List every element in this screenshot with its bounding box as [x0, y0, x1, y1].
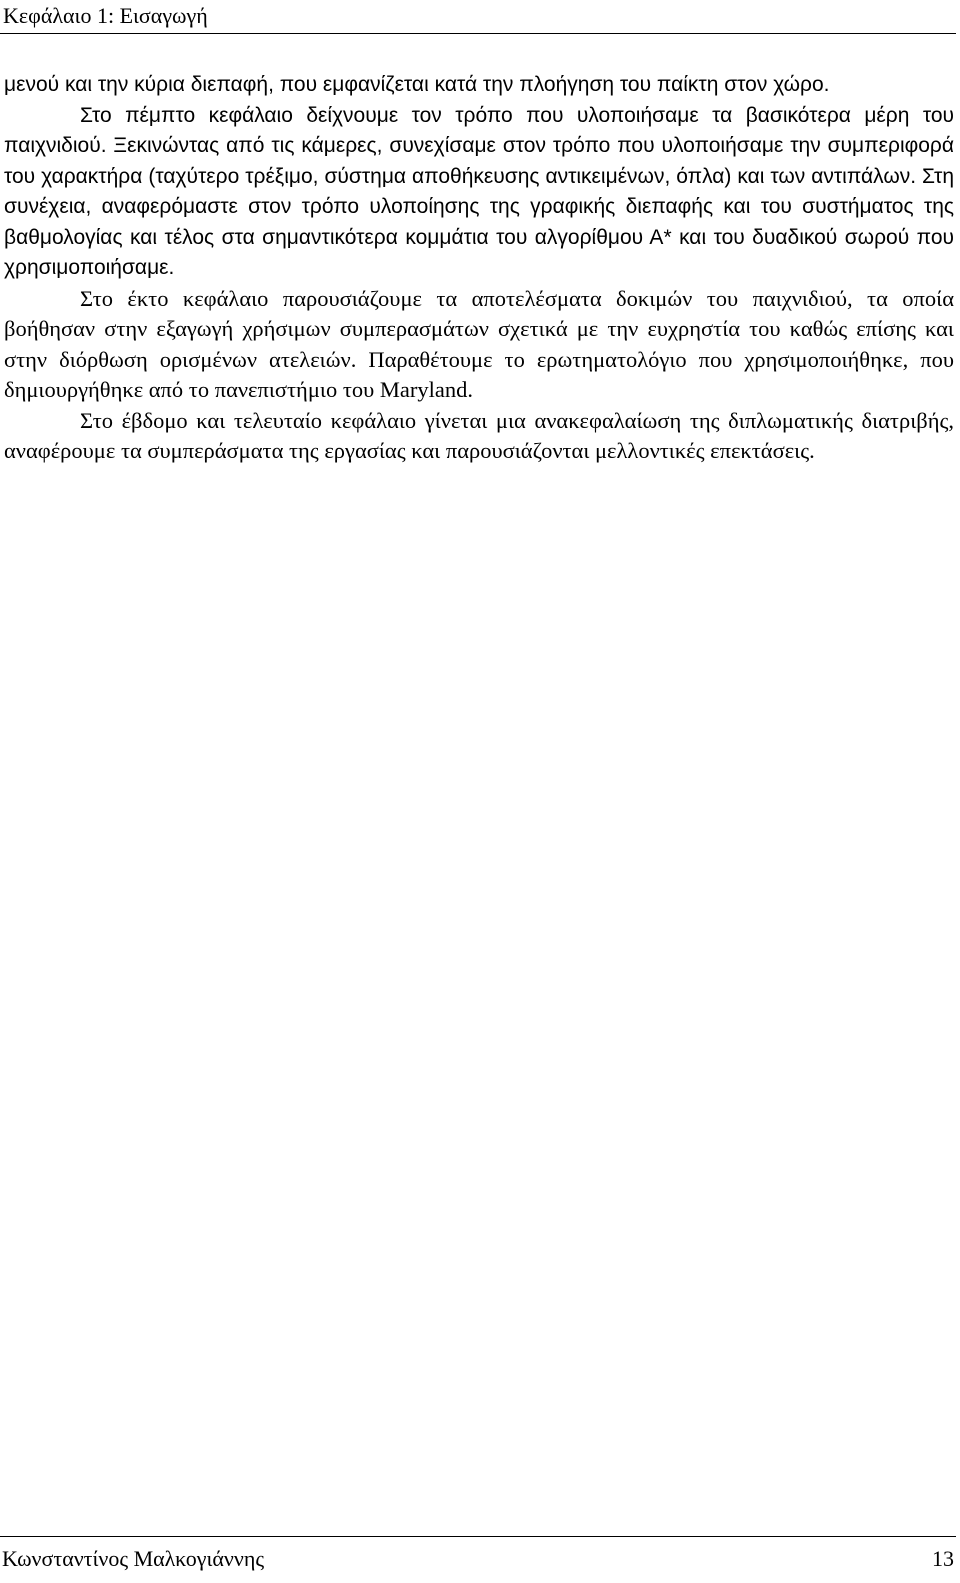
- chapter-title: Κεφάλαιο 1: Εισαγωγή: [3, 3, 208, 28]
- page-number: 13: [932, 1546, 954, 1571]
- author-name: Κωνσταντίνος Μαλκογιάννης: [2, 1546, 265, 1571]
- page-header: [0, 0, 956, 34]
- page-body: [4, 70, 954, 467]
- paragraph-chapter-six: Στο έκτο κεφάλαιο παρουσιάζουμε τα αποτελέσματα δοκιμών του παιχνιδιού, τα οποία βοήθησαν στην εξαγωγή χρήσιμων συμπερασμάτων σχετικά με την ευχρηστία του καθώς επίσης και στην διόρθωση ορισμένων ατελειών. Παραθέτουμε το ερωτηματολόγιο που χρησιμοποιήθηκε, που δημιουργήθηκε από το πανεπιστήμιο του Maryland.: [4, 285, 954, 402]
- page-footer: [0, 1536, 956, 1583]
- paragraph-menu-continuation: μενού και την κύρια διεπαφή, που εμφανίζεται κατά την πλοήγηση του παίκτη στον χώρο.: [4, 73, 830, 96]
- paragraph-chapter-seven: Στο έβδομο και τελευταίο κεφάλαιο γίνεται μια ανακεφαλαίωση της διπλωματικής διατριβής, αναφέρουμε τα συμπεράσματα της εργασίας και παρουσιάζονται μελλοντικές επεκτάσεις.: [4, 407, 954, 463]
- paragraph-chapter-five: Στο πέμπτο κεφάλαιο δείχνουμε τον τρόπο που υλοποιήσαμε τα βασικότερα μέρη του παιχνιδιού. Ξεκινώντας από τις κάμερες, συνεχίσαμε στον τρόπο που υλοποιήσαμε την συμπεριφορά του χαρακτήρα (ταχύτερο τρέξιμο, σύστημα αποθήκευσης αντικειμένων, όπλα) και των αντιπάλων. Στη συνέχεια, αναφερόμαστε στον τρόπο υλοποίησης της γραφικής διεπαφής και του συστήματος της βαθμολογίας και τέλος στα σημαντικότερα κομμάτια του αλγορίθμου Α* και του δυαδικού σωρού που χρησιμοποιήσαμε.: [4, 103, 954, 279]
